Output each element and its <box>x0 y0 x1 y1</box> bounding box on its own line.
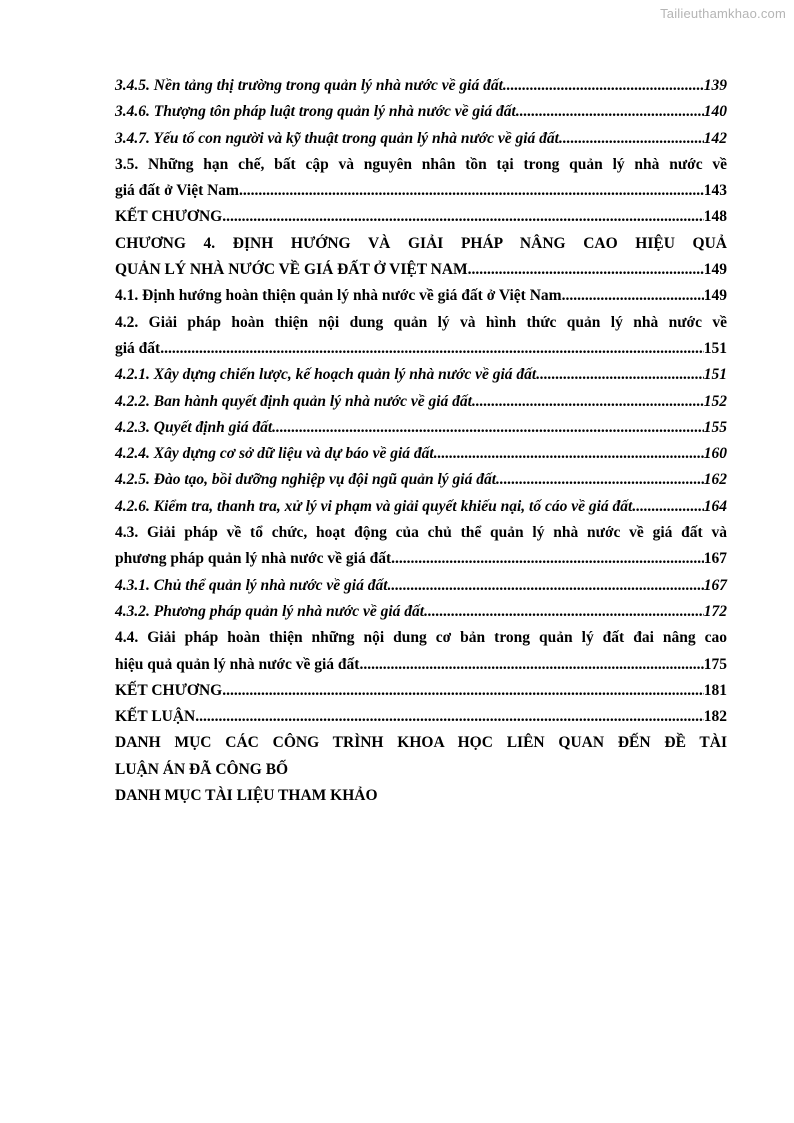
toc-entry[interactable] <box>115 783 727 809</box>
toc-entry-page: 149 <box>703 287 727 305</box>
leader-dots <box>472 389 704 415</box>
leader-dots <box>434 441 704 467</box>
toc-entry-title-line1: 4.3. Giải pháp về tổ chức, hoạt động của chủ thể quản lý nhà nước về giá đất và <box>115 524 727 542</box>
toc-entry-title: LUẬN ÁN ĐÃ CÔNG BỐ <box>115 760 289 778</box>
leader-dots <box>468 257 704 283</box>
toc-entry-page: 152 <box>703 392 727 410</box>
toc-entry-page: 175 <box>703 655 727 673</box>
toc-entry-page: 167 <box>703 550 727 568</box>
toc-entry-page: 182 <box>703 708 727 726</box>
toc-entry-page: 148 <box>703 208 727 226</box>
toc-entry-page: 140 <box>703 103 727 121</box>
toc-entry-title: 4.2.2. Ban hành quyết định quản lý nhà nước về giá đất <box>115 392 472 410</box>
toc-entry-page: 142 <box>703 129 727 147</box>
toc-entry-title-line1: 3.5. Những hạn chế, bất cập và nguyên nhân tồn tại trong quản lý nhà nước về <box>115 155 727 173</box>
leader-dots <box>559 126 704 152</box>
leader-dots <box>222 204 704 230</box>
toc-entry-page: 160 <box>703 445 727 463</box>
toc-entry-title-line1: CHƯƠNG 4. ĐỊNH HƯỚNG VÀ GIẢI PHÁP NÂNG CAO HIỆU QUẢ <box>115 234 727 252</box>
toc-entry[interactable] <box>115 204 727 230</box>
leader-dots <box>424 599 704 625</box>
toc-entry[interactable] <box>115 362 727 388</box>
toc-entry[interactable] <box>115 231 727 284</box>
leader-dots <box>562 283 704 309</box>
toc-entry-title: KẾT CHƯƠNG <box>115 681 223 699</box>
toc-entry-page: 167 <box>703 576 727 594</box>
toc-entry[interactable] <box>115 599 727 625</box>
toc-entry-title-line1: 4.2. Giải pháp hoàn thiện nội dung quản lý và hình thức quản lý nhà nước về <box>115 313 727 331</box>
toc-entry-title: 4.3.2. Phương pháp quản lý nhà nước về giá đất <box>115 602 425 620</box>
toc-entry-page: 164 <box>703 497 727 515</box>
toc-entry-title-line1: DANH MỤC CÁC CÔNG TRÌNH KHOA HỌC LIÊN QUAN ĐẾN ĐỀ TÀI <box>115 734 727 752</box>
leader-dots <box>359 652 703 678</box>
leader-dots <box>222 678 704 704</box>
toc-entry-title: 3.4.6. Thượng tôn pháp luật trong quản lý nhà nước về giá đất <box>115 103 516 121</box>
toc-entry-title: 3.4.7. Yếu tố con người và kỹ thuật trong quản lý nhà nước về giá đất <box>115 129 559 147</box>
leader-dots <box>536 362 704 388</box>
toc-entry-title: KẾT CHƯƠNG <box>115 208 223 226</box>
toc-entry-title: giá đất ở Việt Nam <box>115 182 239 200</box>
toc-entry-title: 4.2.3. Quyết định giá đất <box>115 418 273 436</box>
toc-entry-page: 151 <box>703 366 727 384</box>
toc-entry[interactable] <box>115 415 727 441</box>
toc-entry-title: giá đất <box>115 339 161 357</box>
toc-entry[interactable] <box>115 573 727 599</box>
leader-dots <box>503 73 704 99</box>
toc-entry[interactable] <box>115 126 727 152</box>
watermark-text: Tailieuthamkhao.com <box>660 6 786 21</box>
toc-entry[interactable] <box>115 704 727 730</box>
toc-entry[interactable] <box>115 99 727 125</box>
toc-entry[interactable] <box>115 625 727 678</box>
toc-entry-title: QUẢN LÝ NHÀ NƯỚC VỀ GIÁ ĐẤT Ở VIỆT NAM <box>115 261 468 279</box>
leader-dots <box>195 704 704 730</box>
toc-entry-page: 162 <box>703 471 727 489</box>
toc-entry-title: hiệu quả quản lý nhà nước về giá đất <box>115 655 360 673</box>
toc-entry[interactable] <box>115 389 727 415</box>
toc-entry-page: 151 <box>703 339 727 357</box>
toc-entry-title: 4.1. Định hướng hoàn thiện quản lý nhà nước về giá đất ở Việt Nam <box>115 287 562 305</box>
leader-dots <box>160 336 704 362</box>
toc-entry-title: 4.3.1. Chủ thể quản lý nhà nước về giá đất <box>115 576 388 594</box>
leader-dots <box>632 494 703 520</box>
toc-entry-title: phương pháp quản lý nhà nước về giá đất <box>115 550 392 568</box>
toc-entry-title: 4.2.1. Xây dựng chiến lược, kế hoạch quản lý nhà nước về giá đất <box>115 366 537 384</box>
toc-entry-title: 4.2.5. Đào tạo, bồi dưỡng nghiệp vụ đội ngũ quản lý giá đất <box>115 471 497 489</box>
toc-entry[interactable] <box>115 73 727 99</box>
toc-entry-title: 3.4.5. Nền tảng thị trường trong quản lý nhà nước về giá đất <box>115 77 503 94</box>
toc-entry-title: 4.2.6. Kiểm tra, thanh tra, xử lý vi phạm và giải quyết khiếu nại, tố cáo về giá đất <box>115 497 633 515</box>
toc-entry-page: 149 <box>703 261 727 279</box>
toc-entry-page: 139 <box>703 77 727 94</box>
toc-entry[interactable] <box>115 678 727 704</box>
toc-entry-page: 143 <box>703 182 727 200</box>
toc-entry[interactable] <box>115 152 727 205</box>
toc-entry[interactable] <box>115 494 727 520</box>
leader-dots <box>391 546 704 572</box>
toc-entry[interactable] <box>115 283 727 309</box>
toc-entry-title: 4.2.4. Xây dựng cơ sở dữ liệu và dự báo về giá đất <box>115 445 434 463</box>
toc-entry[interactable] <box>115 310 727 363</box>
toc-entry-page: 181 <box>703 681 727 699</box>
leader-dots <box>516 99 704 125</box>
toc-entry-page: 172 <box>703 602 727 620</box>
toc-entry-title: DANH MỤC TÀI LIỆU THAM KHẢO <box>115 787 378 805</box>
toc-entry[interactable] <box>115 467 727 493</box>
table-of-contents <box>115 73 727 809</box>
toc-entry-title: KẾT LUẬN <box>115 708 196 726</box>
toc-entry-title-line1: 4.4. Giải pháp hoàn thiện những nội dung cơ bản trong quản lý đất đai nâng cao <box>115 629 727 647</box>
leader-dots <box>239 178 704 204</box>
toc-entry[interactable] <box>115 520 727 573</box>
toc-entry-page: 155 <box>703 418 727 436</box>
leader-dots <box>496 467 704 493</box>
toc-entry[interactable] <box>115 441 727 467</box>
leader-dots <box>272 415 704 441</box>
toc-entry[interactable] <box>115 730 727 783</box>
leader-dots <box>388 573 704 599</box>
